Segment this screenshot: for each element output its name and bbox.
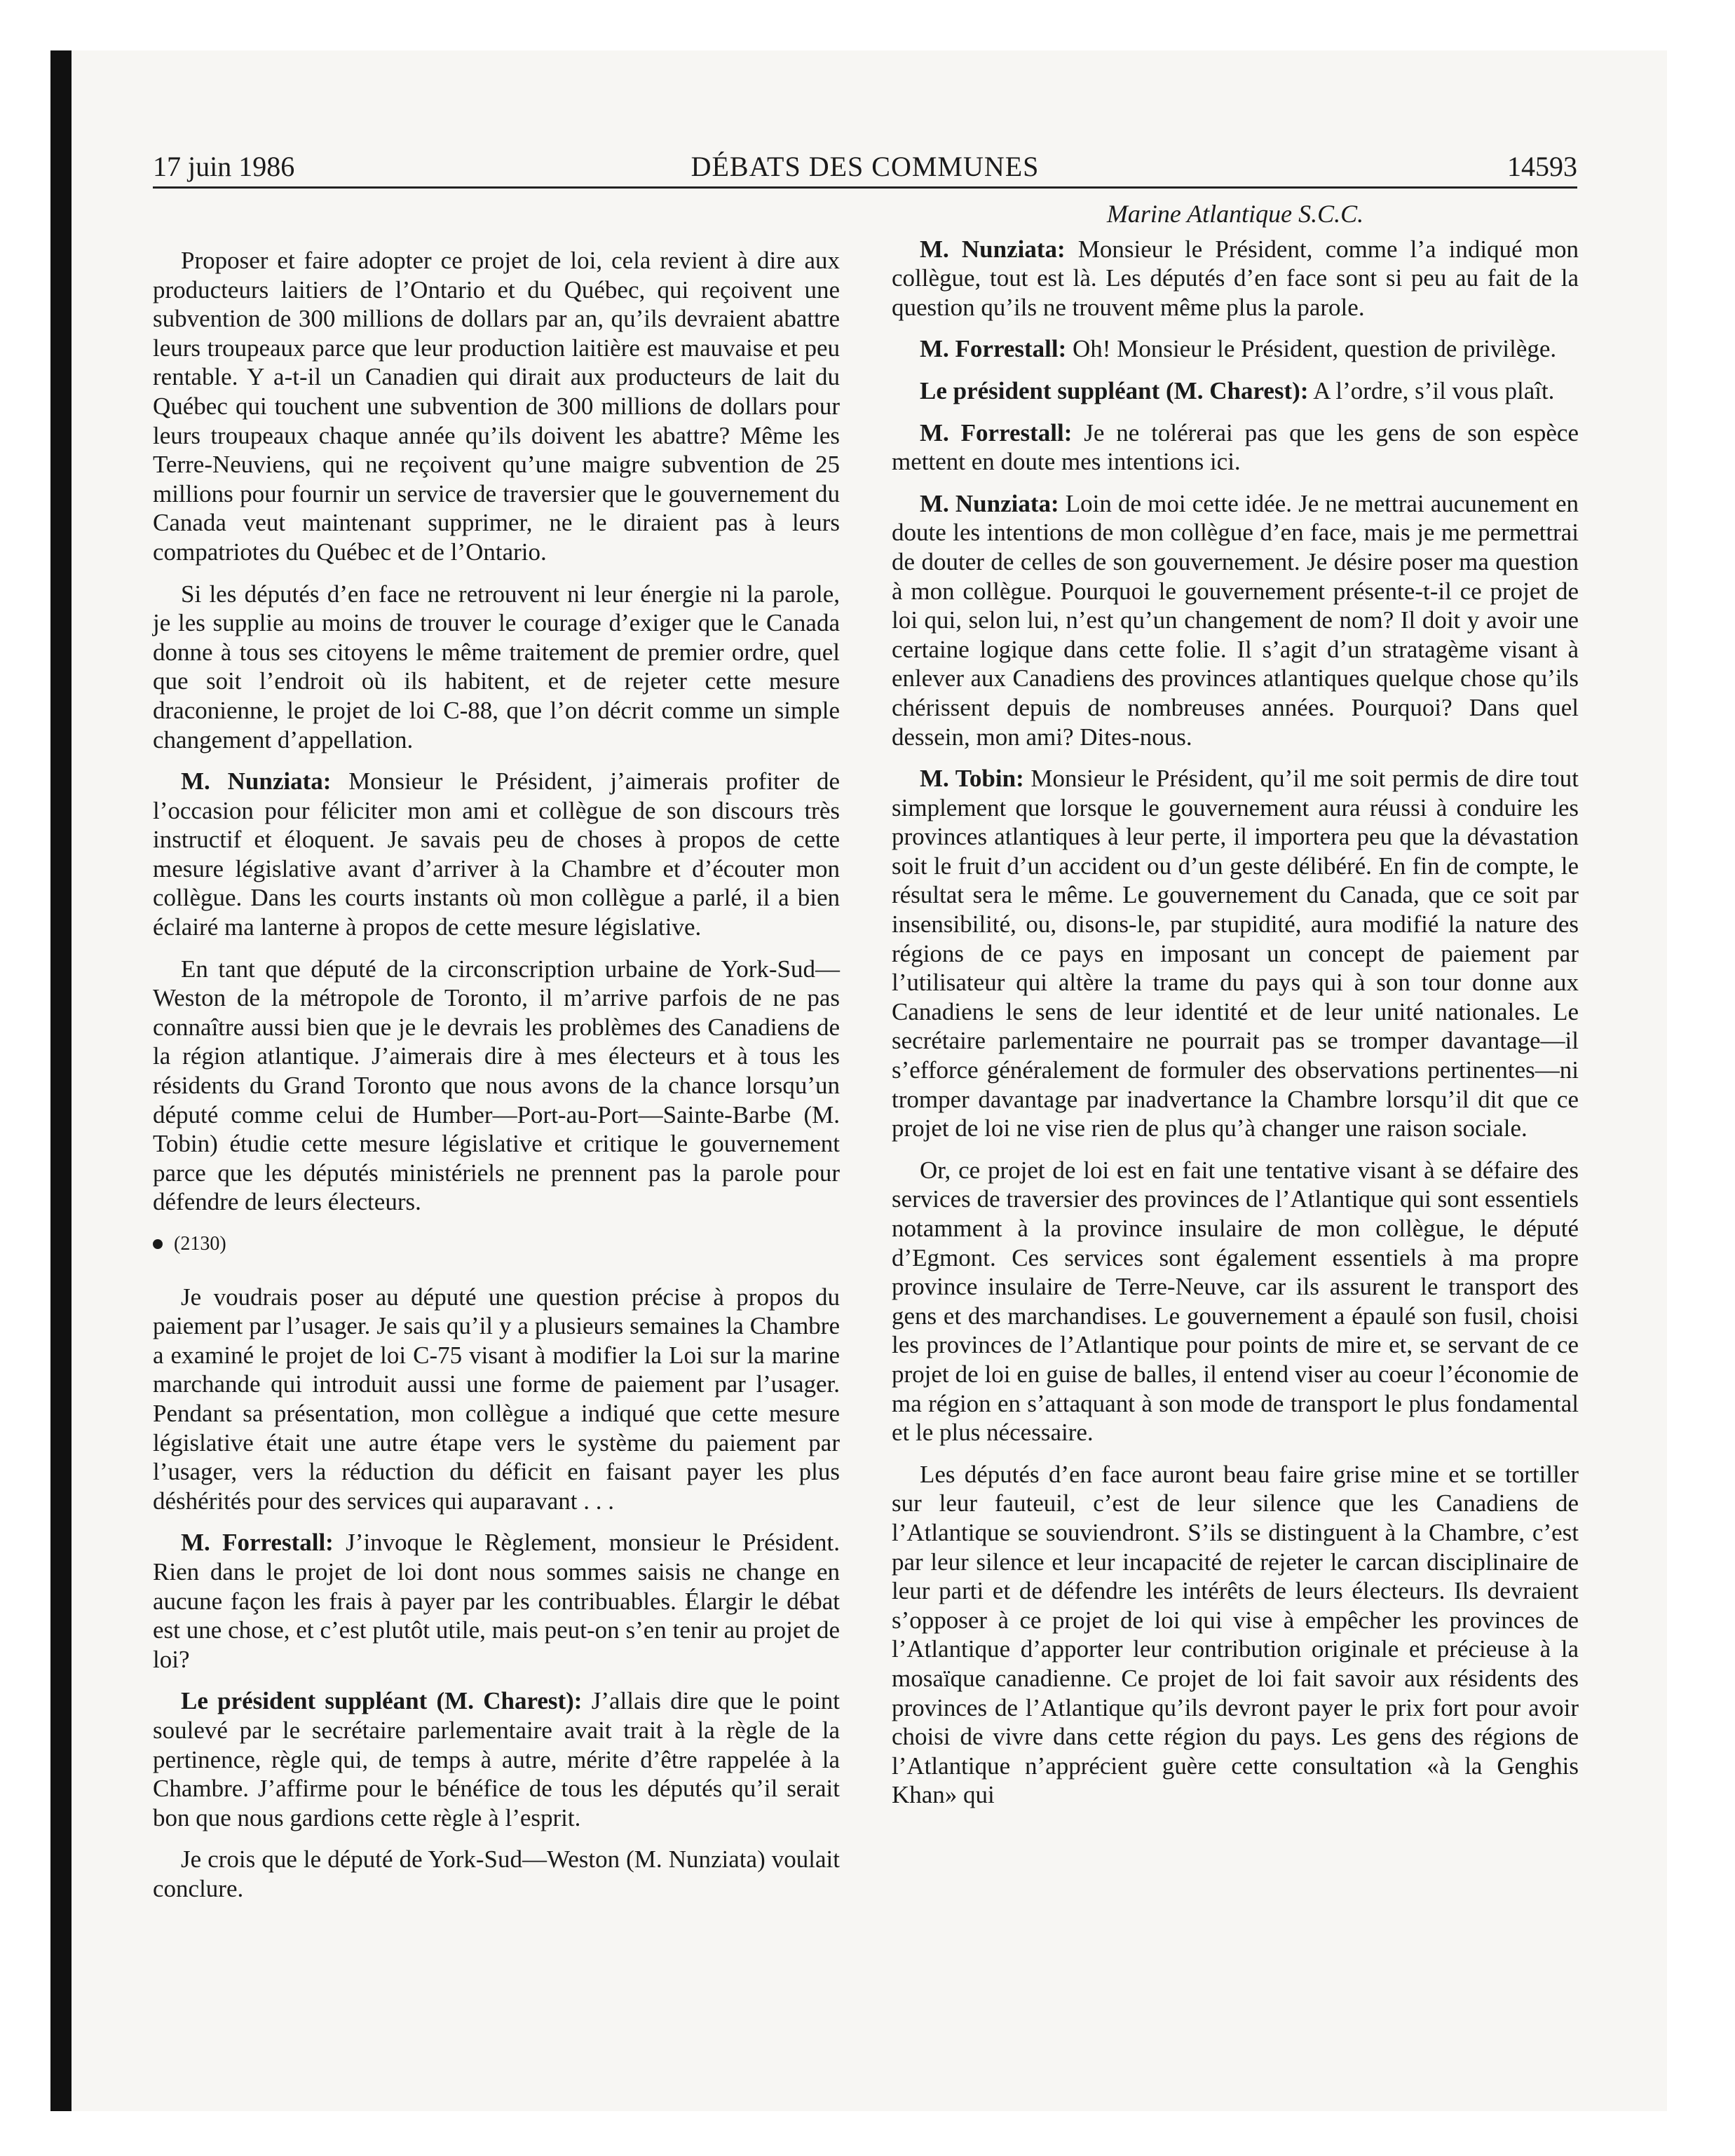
paragraph: Je voudrais poser au député une question précise à propos du paiement par l’usager. Je sais qu’il y a plusieurs semaines la Chambre a examiné le projet de loi C-75 visant à modifier la Loi sur la marine marchande qui introduit aussi une forme de paiement par l’usager. Pendant sa présentation, mon collègue a indiqué que cette mesure législative était une autre étape vers le système du paiement par l’usager, vers la réduction du déficit en faisant payer les plus déshérités pour des services qui auparavant . . . [153,1283,840,1515]
header-date: 17 juin 1986 [153,151,295,182]
speaker-name: Le président suppléant (M. Charest): [920,376,1309,404]
speech-text: Monsieur le Président, qu’il me soit permis de dire tout simplement que lorsque le gouvernement aura réussi à conduire les provinces atlantiques à leur perte, il importera peu que la dévastation soit le fruit d’un accident ou d’un geste délibéré. En fin de compte, le résultat sera le même. Le gouvernement du Canada, que ce soit par insensibilité, ou, disons-le, par stupidité, aura modifié la nature des régions de ce pays en imposant un concept de paiement par l’utilisateur qui altère la trame du pays qui à son tour donne aux Canadiens le sens de leur identité et de leur unité nationales. Le secrétaire parlementaire ne pourrait pas se tromper davantage—il s’efforce généralement de formuler des observations pertinentes—ni tromper davantage par inadvertance la Chambre lorsqu’il dit que ce projet de loi ne vise rien de plus qu’à changer une raison sociale. [892,765,1579,1142]
speech-paragraph [153,1686,840,1832]
speech-paragraph [892,764,1579,1143]
paragraph: Or, ce projet de loi est en fait une tentative visant à se défaire des services de traversier des provinces de l’Atlantique qui sont essentiels notamment à la province insulaire de mon collègue, le député d’Egmont. Ces services sont également essentiels à ma propre province insulaire de Terre-Neuve, car ils assurent le transport des gens et des marchandises. Le gouvernement a épaulé son fusil, choisi les provinces de l’Atlantique pour points de mire et, se servant de ce projet de loi en guise de balles, il entend viser au coeur l’économie de ma région en s’attaquant à son mode de transport le plus fondamental et le plus nécessaire. [892,1156,1579,1447]
speech-text: Monsieur le Président, comme l’a indiqué mon collègue, tout est là. Les députés d’en face sont si peu au fait de la question qu’ils ne trouvent même plus la parole. [892,235,1579,321]
speaker-name: M. Tobin: [920,765,1024,793]
left-column [153,200,840,1916]
speech-paragraph [892,376,1579,406]
header-page-number: 14593 [1507,151,1577,182]
speech-text: J’allais dire que le point soulevé par le secrétaire parlementaire avait trait à la règle de la pertinence, règle qui, de temps à autre, mérite d’être rappelée à la Chambre. J’affirme pour le bénéfice de tous les députés qu’il serait bon que nous gardions cette règle à l’esprit. [153,1687,840,1831]
speech-text: Loin de moi cette idée. Je ne mettrai aucunement en doute les intentions de mon collègue d’en face, mais je me permettrai de douter de celles de son gouvernement. Je désire poser ma question à mon collègue. Pourquoi le gouvernement présente-t-il ce projet de loi qui, selon lui, n’est qu’un changement de nom? Il doit y avoir une certaine logique dans cette folie. Il s’agit d’un stratagème visant à enlever aux Canadiens des provinces atlantiques quelque chose qu’ils chérissent depuis de nombreuses années. Pourquoi? Dans quel dessein, mon ami? Dites-nous. [892,489,1579,751]
speaker-name: M. Forrestall: [181,1529,334,1557]
paragraph: En tant que député de la circonscription urbaine de York-Sud—Weston de la métropole de Toronto, il m’arrive parfois de ne pas connaître aussi bien que je le devrais les problèmes des Canadiens de la région atlantique. J’aimerais dire à mes électeurs et à tous les résidents du Grand Toronto que nous avons de la chance lorsqu’un député comme celui de Humber—Port-au-Port—Sainte-Barbe (M. Tobin) étudie cette mesure législative et critique le gouvernement parce que les députés ministériels ne prennent pas la parole pour défendre de leurs électeurs. [153,955,840,1216]
time-marker-label: (2130) [174,1233,226,1255]
speech-paragraph [892,489,1579,751]
speech-paragraph [153,1528,840,1674]
speech-text: Je ne tolérerai pas que les gens de son espèce mettent en doute mes intentions ici. [892,418,1579,476]
speaker-name: M. Nunziata: [920,235,1066,263]
speech-text: Oh! Monsieur le Président, question de privilège. [1066,335,1557,363]
speech-text: Monsieur le Président, j’aimerais profiter de l’occasion pour féliciter mon ami et collègue de son discours très instructif et éloquent. Je savais peu de choses à propos de cette mesure législative avant d’arriver à la Chambre et d’écouter mon collègue. Dans les courts instants où mon collègue a parlé, il a bien éclairé ma lanterne à propos de cette mesure législative. [153,767,840,941]
time-marker [153,1229,840,1259]
paragraph: Si les députés d’en face ne retrouvent ni leur énergie ni la parole, je les supplie au moins de trouver le courage d’exiger que le Canada donne à tous ses citoyens le même traitement de premier ordre, quel que soit l’endroit où ils habitent, et de rejeter cette mesure draconienne, le projet de loi C-88, que l’on décrit comme un simple changement d’appellation. [153,580,840,753]
binding-edge [50,50,72,2111]
speech-paragraph [892,235,1579,322]
paragraph: Je crois que le député de York-Sud—Weston (M. Nunziata) voulait conclure. [153,1845,840,1902]
paragraph: Proposer et faire adopter ce projet de loi, cela revient à dire aux producteurs laitiers de l’Ontario et du Québec, qui reçoivent une subvention de 300 millions de dollars par an, qu’ils devraient abattre leurs troupeaux parce que leur production laitière est mauvaise et peu rentable. Y a-t-il un Canadien qui dirait aux producteurs de lait du Québec qui touchent une subvention de 300 millions de dollars pour leurs troupeaux chaque année qu’ils doivent les abattre? Même les Terre-Neuviens, qui ne reçoivent qu’une maigre subvention de 25 millions pour fournir un service de traversier que le gouvernement du Canada veut maintenant supprimer, ne le diraient pas à leurs compatriotes du Québec et de l’Ontario. [153,247,840,566]
speech-text: A l’ordre, s’il vous plaît. [1308,376,1555,404]
speaker-name: M. Nunziata: [920,489,1059,517]
paragraph: Les députés d’en face auront beau faire grise mine et se tortiller sur leur fauteuil, c’est de leur silence que les Canadiens de l’Atlantique se souviendront. S’ils se distinguent à la Chambre, c’est par leur silence et leur incapacité de rejeter le carcan disciplinaire de leur parti et de défendre les intérêts de leurs électeurs. Ils devraient s’opposer à ce projet de loi qui vise à empêcher les provinces de l’Atlantique d’apporter leur contribution originale et précieuse à la mosaïque canadienne. Ce projet de loi fait savoir aux résidents des provinces de l’Atlantique qu’ils devront payer le prix fort pour avoir choisi de vivre dans cette région du pays. Les gens des régions de l’Atlantique n’apprécient guère cette consultation «à la Genghis Khan» qui [892,1460,1579,1809]
speaker-name: M. Forrestall: [920,335,1067,363]
right-column [892,200,1579,1822]
speech-paragraph [153,767,840,942]
page-header [153,149,1577,189]
speech-text: J’invoque le Règlement, monsieur le Président. Rien dans le projet de loi dont nous sommes saisis ne change en aucune façon les frais à payer par les contribuables. Élargir le débat est une chose, et c’est plutôt utile, mais peut-on s’en tenir au projet de loi? [153,1529,840,1673]
section-title: Marine Atlantique S.C.C. [1106,200,1364,228]
header-title: DÉBATS DES COMMUNES [690,151,1040,182]
speech-paragraph [892,418,1579,477]
speech-paragraph [892,334,1579,364]
bullet-icon [153,1239,163,1249]
speaker-name: Le président suppléant (M. Charest): [181,1687,583,1715]
speaker-name: M. Nunziata: [181,767,332,796]
speaker-name: M. Forrestall: [920,418,1073,446]
